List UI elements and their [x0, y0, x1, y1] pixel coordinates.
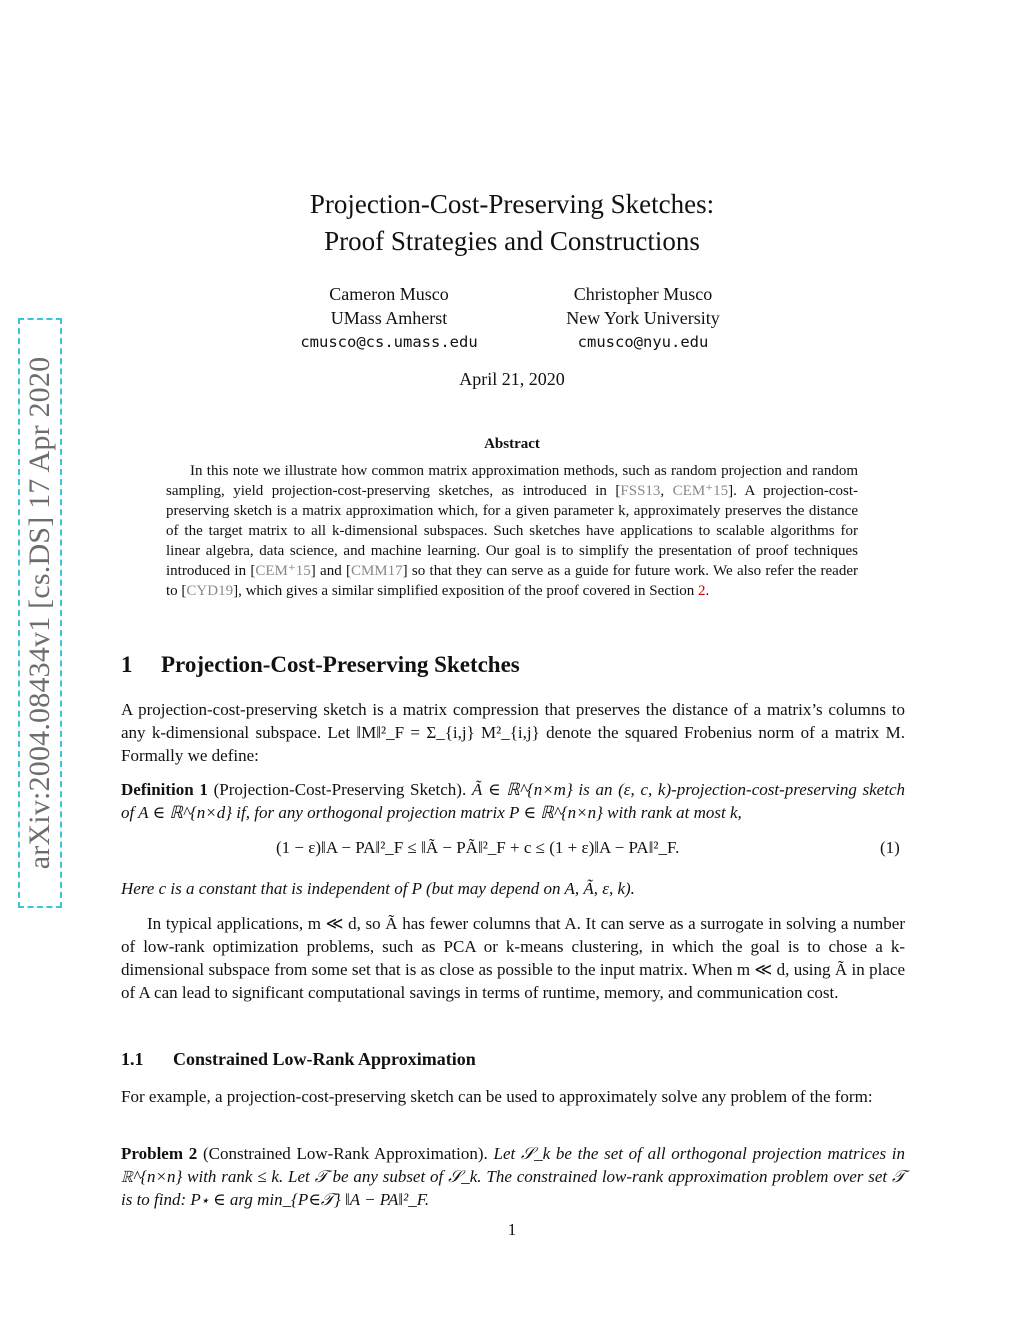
- title-line-1: Projection-Cost-Preserving Sketches:: [309, 189, 715, 219]
- author-affiliation: UMass Amherst: [330, 308, 448, 328]
- section-1-paragraph-2: In typical applications, m ≪ d, so Ã has fewer columns that A. It can serve as a surrogate in solving a number of low-rank optimization problems, such as PCA or k-means clustering, in which the goal is to chose a k-dimensional subspace from some set that is as close as possible to the input matrix. When m ≪ d, using Ã in place of A can lead to significant computational savings in terms of runtime, memory, and communication cost.: [121, 914, 905, 1002]
- author-email: cmusco@nyu.edu: [577, 333, 709, 351]
- problem-name: (Constrained Low-Rank Approximation).: [202, 1144, 488, 1163]
- arxiv-identifier: arXiv:2004.08434v1 [cs.DS] 17 Apr 2020: [23, 356, 56, 870]
- citation-separator: ,: [660, 483, 673, 499]
- author-affiliation: New York University: [566, 308, 720, 328]
- equation-body: (1 − ε)‖A − PA‖²_F ≤ ‖Ã − PÃ‖²_F + c ≤ (1 + ε)‖A − PA‖²_F.: [276, 838, 680, 857]
- publication-date: April 21, 2020: [459, 369, 565, 389]
- subsection-number: 1.1: [121, 1049, 144, 1069]
- author-email: cmusco@cs.umass.edu: [300, 333, 478, 351]
- author-2: [513, 282, 773, 354]
- definition-note: Here c is a constant that is independent of P (but may depend on A, Ã, ε, k).: [121, 879, 635, 898]
- section-2-link[interactable]: 2: [698, 583, 706, 599]
- paper-title: [0, 186, 1024, 260]
- definition-1: [121, 778, 905, 824]
- equation-tag: (1): [880, 838, 900, 857]
- section-number: 1: [121, 652, 133, 677]
- abstract-text: ] and [: [310, 563, 351, 579]
- subsection-1-1-heading: [121, 1049, 476, 1070]
- problem-text: Let 𝒮_k be the set of all orthogonal projection matrices in ℝ^{n×n} with rank ≤ k. Let 𝒯 be any subset of 𝒮_k. The constrained low-rank approximation problem over set 𝒯 is to find: P⋆ ∈ arg min_{P∈𝒯} ‖A − PA‖²_F.: [121, 1144, 906, 1209]
- author-1: [259, 282, 519, 354]
- definition-label: Definition 1: [121, 780, 208, 799]
- citation-cem15[interactable]: CEM⁺15: [672, 483, 729, 499]
- problem-label: Problem 2: [121, 1144, 198, 1163]
- arxiv-stamp: [18, 318, 62, 908]
- problem-2: [121, 1142, 905, 1211]
- subsection-1-1-paragraph: For example, a projection-cost-preserving sketch can be used to approximately solve any problem of the form:: [121, 1087, 873, 1106]
- abstract-text: .: [705, 583, 710, 599]
- abstract-text: In this note we illustrate how common matrix approximation methods, such as random projection and random sampling, yield projection-cost-preserving sketches, as introduced in [: [166, 463, 858, 499]
- definition-text: Ã ∈ ℝ^{n×m} is an (ε, c, k)-projection-cost-preserving sketch of A ∈ ℝ^{n×d} if, for any orthogonal projection matrix P ∈ ℝ^{n×n} with rank at most k,: [121, 780, 905, 822]
- citation-cyd19[interactable]: CYD19: [186, 583, 234, 599]
- abstract-text: ]. A projection-cost-preserving sketch is a matrix approximation which, for a given parameter k, approximately preserves the distance of the target matrix to all k-dimensional subspaces. Such sketches have applications to scalable algorithms for linear algebra, data science, and machine learning. Our goal is to simplify the presentation of proof techniques introduced in [: [166, 483, 858, 579]
- section-1-paragraph-1: A projection-cost-preserving sketch is a matrix compression that preserves the distance of a matrix’s columns to any k-dimensional subspace. Let ‖M‖²_F = Σ_{i,j} M²_{i,j} denote the squared Frobenius norm of a matrix M. Formally we define:: [121, 700, 905, 765]
- subsection-title: Constrained Low-Rank Approximation: [173, 1049, 476, 1069]
- title-line-2: Proof Strategies and Constructions: [324, 226, 700, 256]
- section-title: Projection-Cost-Preserving Sketches: [161, 652, 520, 677]
- citation-cmm17[interactable]: CMM17: [350, 563, 403, 579]
- abstract-text: ], which gives a similar simplified exposition of the proof covered in Section: [233, 583, 698, 599]
- definition-name: (Projection-Cost-Preserving Sketch).: [213, 780, 467, 799]
- abstract-heading: Abstract: [484, 436, 540, 452]
- citation-fss13[interactable]: FSS13: [620, 483, 661, 499]
- author-name: Christopher Musco: [573, 284, 713, 304]
- abstract-body: [166, 461, 858, 601]
- author-name: Cameron Musco: [329, 284, 449, 304]
- page-number: 1: [507, 1220, 517, 1239]
- section-1-heading: [121, 652, 520, 678]
- abstract-text: ] so that they can serve as a guide for future work. We also refer the reader to [: [166, 563, 858, 599]
- citation-cem15[interactable]: CEM⁺15: [255, 563, 311, 579]
